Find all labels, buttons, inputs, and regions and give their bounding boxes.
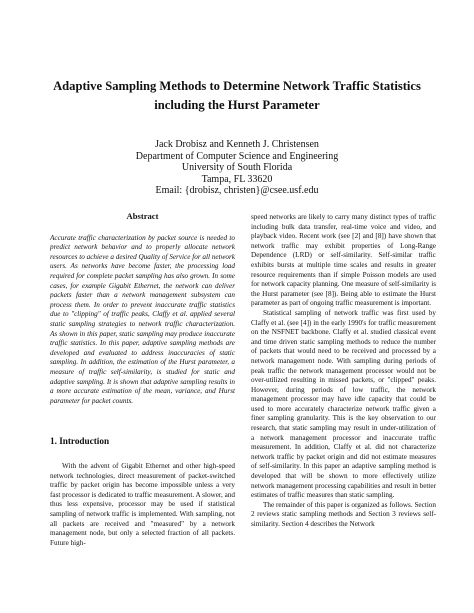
author-block <box>0 139 474 197</box>
location: Tampa, FL 33620 <box>201 173 273 185</box>
right-paragraph-3: The remainder of this paper is organized as follows. Section 2 reviews static sampling methods and Section 3 reviews self-similarity. Section 4 describes the Network <box>251 500 436 528</box>
right-paragraph-2: Statistical sampling of network traffic was first used by Claffy et al. (see [4]) in the early 1990's for traffic measurement on the NSFNET backbone. Claffy et al. studied classical event and time driven static sampling methods to reduce the number of packets that would need to be received and processed by a network management node. With sampling during periods of peak traffic the network management processor would not be over-utilized resulting in missed packets, or "clipped" peaks. However, during periods of low traffic, the network management processor may have idle capacity that could be used to more accurately characterize network traffic given a finer sampling granularity. This is the key observation to our research, that static sampling may result in under-utilization of a network management processor and inaccurate traffic measurement. In addition, Claffy et al. did not characterize network traffic by packet origin and did not estimate measures of self-similarity. In this paper an adaptive sampling method is developed that will be shown to more effectively utilize network management processing capabilities and result in better estimates of traffic measures than static sampling. <box>251 308 436 500</box>
university: University of South Florida <box>181 162 293 174</box>
paper-title-line1: Adaptive Sampling Methods to Determine Network Traffic Statistics <box>53 79 421 93</box>
department: Department of Computer Science and Engineering <box>135 150 339 162</box>
authors: Jack Drobisz and Kenneth J. Christensen <box>155 139 319 150</box>
email: Email: {drobisz, christen}@csee.usf.edu <box>155 185 319 197</box>
intro-text: With the advent of Gigabit Ethernet and other high-speed network technologies, direct measurement of packet-switched traffic by packet origin has become impossible unless a very fast processor is dedicated to traffic measurement. A slower, and thus less expensive, processor may be used if statistical sampling of network traffic is implemented. With sampling, not all packets are received and "measured" by a network management node, but only a selected fraction of all packets. Future high- <box>50 462 235 547</box>
abstract-heading: Abstract <box>126 211 159 221</box>
abstract-section <box>50 212 235 406</box>
abstract-text: Accurate traffic characterization by packet source is needed to predict network behavior and to properly allocate network resources to achieve a desired Quality of Service for all network users. As networks have become faster, the processing load required for complete packet sampling has also grown. In some cases, for example Gigabit Ethernet, the network can deliver packets faster than a network management subsystem can process them. In order to prevent inaccurate traffic statistics due to "clipping" of traffic peaks, Claffy et al. applied several static sampling strategies to network traffic characterization. As shown in this paper, static sampling may produce inaccurate traffic statistics. In this paper, adaptive sampling methods are developed and evaluated to address inaccuracies of static sampling. In addition, the estimation of the Hurst parameter, a measure of traffic self-similarity, is studied for static and adaptive sampling. It is shown that adaptive sampling results in a more accurate estimation of the mean, variance, and Hurst parameter for packet counts. <box>50 233 235 405</box>
right-column <box>251 213 436 530</box>
paper-title-line2: including the Hurst Parameter <box>154 98 320 112</box>
intro-heading: 1. Introduction <box>50 436 110 446</box>
right-paragraph-1: speed networks are likely to carry many distinct types of traffic including bulk data transfer, real-time voice and video, and playback video. Recent work (see [2] and [8]) have shown that network traffic may exhibit properties of Long-Range Dependence (LRD) or self-similarity. Self-similar traffic exhibits bursts at multiple time scales and results in greater resource requirements than if simple Poisson models are used for network capacity planning. One measure of self-similarity is the Hurst parameter (see [8]). Being able to estimate the Hurst parameter as part of ongoing traffic measurement is important. <box>251 213 436 308</box>
